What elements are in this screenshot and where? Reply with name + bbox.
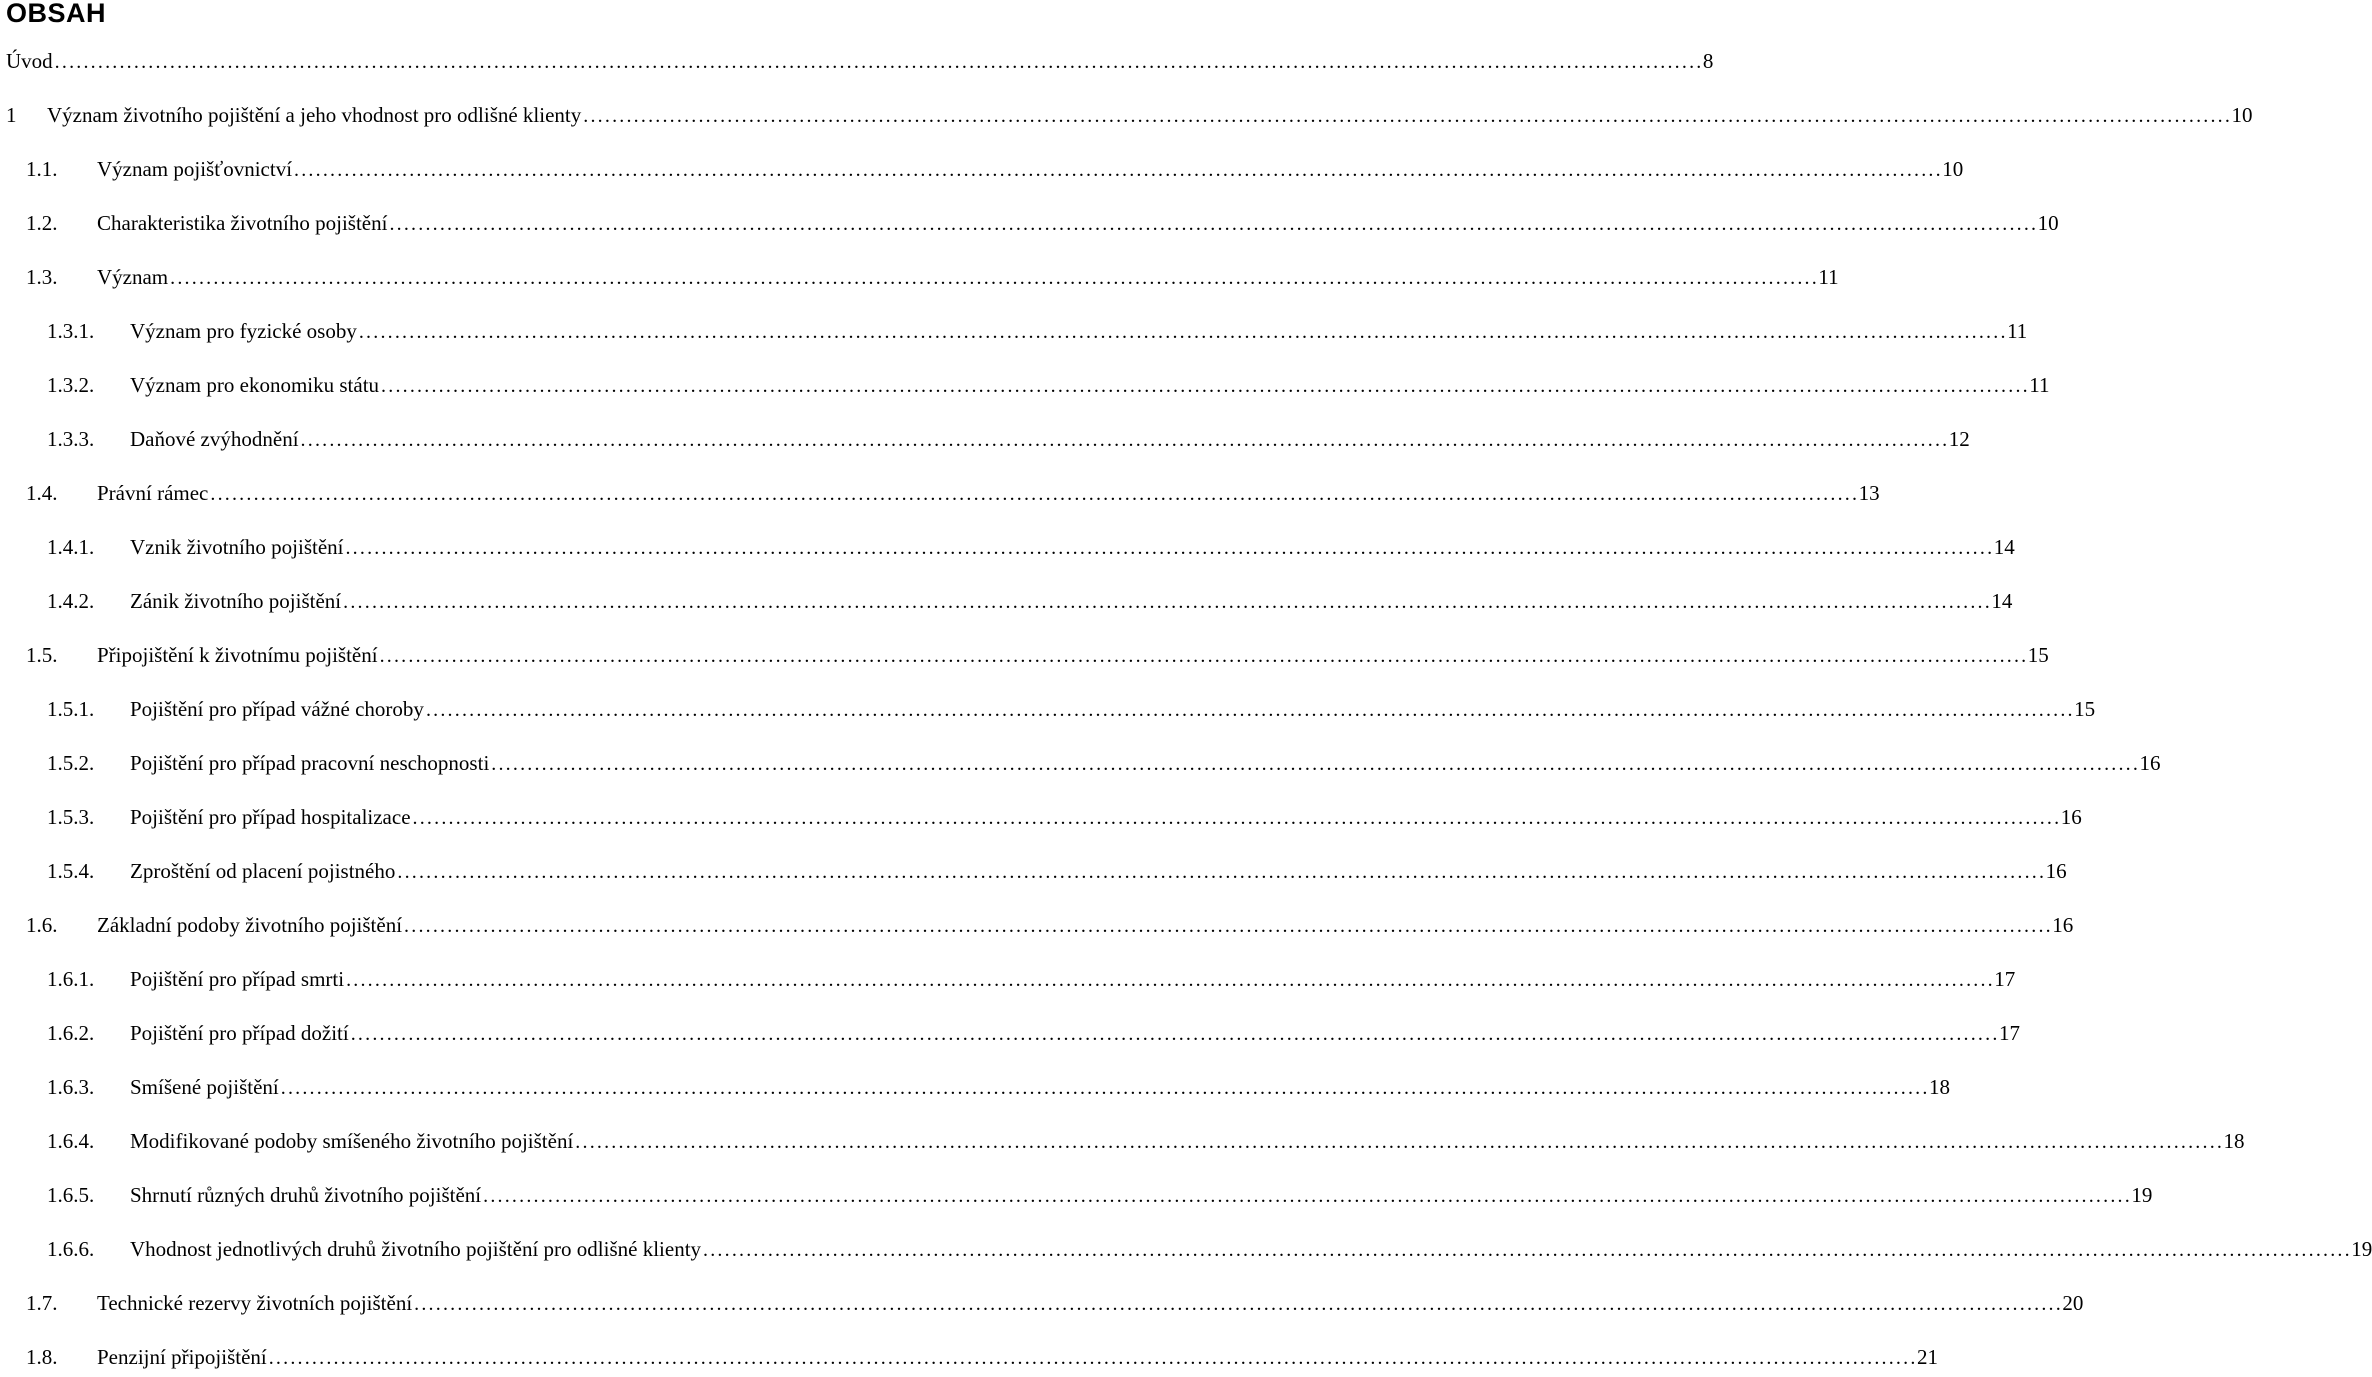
toc-link-1-6-4[interactable] bbox=[130, 1126, 2245, 1157]
toc-entry-title: Základní podoby životního pojištění bbox=[97, 913, 403, 937]
dot-leader bbox=[404, 910, 2049, 941]
toc-entry-number: 1.5. bbox=[26, 643, 58, 667]
toc-entry-page: 11 bbox=[2029, 373, 2050, 397]
toc-entry-page: 11 bbox=[1818, 265, 1839, 289]
toc-entry-number: 1.8. bbox=[26, 1345, 58, 1369]
toc-entry-page: 19 bbox=[2351, 1237, 2372, 1261]
toc-link-1-3[interactable] bbox=[97, 262, 1839, 293]
toc-link-1-6-2[interactable] bbox=[130, 1018, 2020, 1049]
toc-entry-1-3-1 bbox=[0, 316, 2028, 346]
dot-leader bbox=[269, 1342, 1914, 1373]
toc-link-1-2[interactable] bbox=[97, 208, 2059, 239]
toc-entry-page: 8 bbox=[1702, 49, 1714, 73]
toc-entry-page: 21 bbox=[1916, 1345, 1938, 1369]
toc-entry-page: 10 bbox=[2231, 103, 2253, 127]
toc-entry-number: 1.3.3. bbox=[47, 427, 95, 451]
toc-entry-1-5-4 bbox=[0, 856, 2067, 886]
toc-entry-number: 1.2. bbox=[26, 211, 58, 235]
toc-entry-1-3 bbox=[0, 262, 1839, 292]
toc-entry-1-6-3 bbox=[0, 1072, 1950, 1102]
toc-entry-1-6-1 bbox=[0, 964, 2016, 994]
toc-entry-title: Pojištění pro případ vážné choroby bbox=[130, 697, 424, 721]
toc-entry-page: 20 bbox=[2062, 1291, 2084, 1315]
dot-leader bbox=[426, 694, 2071, 725]
toc-entry-1-1 bbox=[0, 154, 1964, 184]
toc-entry-title: Význam pojišťovnictví bbox=[97, 157, 293, 181]
toc-entry-page: 19 bbox=[2131, 1183, 2153, 1207]
toc-entry-title: Smíšené pojištění bbox=[130, 1075, 279, 1099]
dot-leader bbox=[343, 586, 1988, 617]
dot-leader bbox=[294, 154, 1939, 185]
toc-entry-number: 1.6. bbox=[26, 913, 58, 937]
dot-leader bbox=[55, 46, 1700, 77]
toc-entry-number: 1.5.4. bbox=[47, 859, 95, 883]
toc-link-1-5-2[interactable] bbox=[130, 748, 2161, 779]
toc-entry-number: 1.5.1. bbox=[47, 697, 95, 721]
toc-entry-page: 17 bbox=[1994, 967, 2016, 991]
toc-entry-title: Vznik životního pojištění bbox=[130, 535, 344, 559]
dot-leader bbox=[483, 1180, 2128, 1211]
toc-entry-page: 14 bbox=[1991, 589, 2013, 613]
dot-leader bbox=[414, 1288, 2059, 1319]
toc-entry-1-5-3 bbox=[0, 802, 2082, 832]
dot-leader bbox=[380, 640, 2025, 671]
toc-link-1-6-6[interactable] bbox=[130, 1234, 2372, 1265]
toc-entry-title: Shrnutí různých druhů životního pojištění bbox=[130, 1183, 482, 1207]
toc-entry-number: 1.6.2. bbox=[47, 1021, 95, 1045]
toc-link-uvod[interactable] bbox=[6, 46, 1714, 77]
toc-entry-title: Úvod bbox=[6, 49, 53, 73]
toc-entry-title: Pojištění pro případ smrti bbox=[130, 967, 345, 991]
toc-entry-title: Technické rezervy životních pojištění bbox=[97, 1291, 413, 1315]
toc-entry-1-5-1 bbox=[0, 694, 2096, 724]
toc-link-1-4-2[interactable] bbox=[130, 586, 2013, 617]
toc-entry-1-5-2 bbox=[0, 748, 2161, 778]
toc-entry-title: Připojištění k životnímu pojištění bbox=[97, 643, 378, 667]
toc-entry-page: 14 bbox=[1993, 535, 2015, 559]
dot-leader bbox=[413, 802, 2058, 833]
toc-entry-1-3-2 bbox=[0, 370, 2050, 400]
toc-entry-page: 16 bbox=[2052, 913, 2074, 937]
toc-entry-title: Význam pro fyzické osoby bbox=[130, 319, 357, 343]
toc-entry-1-7 bbox=[0, 1288, 2084, 1318]
toc-entry-title: Význam bbox=[97, 265, 169, 289]
toc-entry-page: 16 bbox=[2045, 859, 2067, 883]
toc-link-1-3-3[interactable] bbox=[130, 424, 1970, 455]
toc-entry-number: 1.6.4. bbox=[47, 1129, 95, 1153]
toc-entry-title: Pojištění pro případ dožití bbox=[130, 1021, 349, 1045]
toc-entry-title: Právní rámec bbox=[97, 481, 209, 505]
toc-entry-title: Zánik životního pojištění bbox=[130, 589, 342, 613]
toc-entry-1-6-4 bbox=[0, 1126, 2245, 1156]
toc-entry-page: 17 bbox=[1998, 1021, 2020, 1045]
toc-entry-1-6-5 bbox=[0, 1180, 2153, 1210]
toc-entry-number: 1.6.5. bbox=[47, 1183, 95, 1207]
toc-entry-page: 18 bbox=[2223, 1129, 2245, 1153]
toc-entry-1-3-3 bbox=[0, 424, 1970, 454]
dot-leader bbox=[351, 1018, 1996, 1049]
toc-link-1-5-3[interactable] bbox=[130, 802, 2082, 833]
dot-leader bbox=[281, 1072, 1926, 1103]
toc-entry-title: Pojištění pro případ hospitalizace bbox=[130, 805, 411, 829]
toc-entry-1-2 bbox=[0, 208, 2059, 238]
toc-link-1-5[interactable] bbox=[97, 640, 2049, 671]
toc-link-1-4[interactable] bbox=[97, 478, 1880, 509]
toc-entry-page: 10 bbox=[1942, 157, 1964, 181]
toc-entry-page: 18 bbox=[1928, 1075, 1950, 1099]
toc-entry-number: 1.5.2. bbox=[47, 751, 95, 775]
toc-link-1-7[interactable] bbox=[97, 1288, 2084, 1319]
toc-link-1-6-3[interactable] bbox=[130, 1072, 1950, 1103]
toc-link-1-6-5[interactable] bbox=[130, 1180, 2153, 1211]
toc-entry-page: 10 bbox=[2037, 211, 2059, 235]
dot-leader bbox=[381, 370, 2026, 401]
toc-entry-title: Význam životního pojištění a jeho vhodnost pro odlišné klienty bbox=[47, 103, 582, 127]
dot-leader bbox=[210, 478, 1855, 509]
dot-leader bbox=[397, 856, 2042, 887]
dot-leader bbox=[389, 208, 2034, 239]
toc-entry-1 bbox=[0, 100, 2253, 130]
toc-entry-1-6 bbox=[0, 910, 2074, 940]
toc-entry-1-4-1 bbox=[0, 532, 2015, 562]
toc-entry-number: 1.1. bbox=[26, 157, 58, 181]
toc-link-1-3-1[interactable] bbox=[130, 316, 2028, 347]
toc-entry-1-4-2 bbox=[0, 586, 2013, 616]
toc-link-1-6-1[interactable] bbox=[130, 964, 2016, 995]
toc-entry-number: 1.5.3. bbox=[47, 805, 95, 829]
toc-entry-number: 1.6.6. bbox=[47, 1237, 95, 1261]
toc-heading: OBSAH bbox=[6, 0, 107, 28]
dot-leader bbox=[346, 964, 1991, 995]
toc-entry-number: 1 bbox=[6, 103, 17, 127]
dot-leader bbox=[703, 1234, 2348, 1265]
toc-entry-1-6-2 bbox=[0, 1018, 2020, 1048]
dot-leader bbox=[491, 748, 2136, 779]
toc-entry-title: Zproštění od placení pojistného bbox=[130, 859, 396, 883]
toc-entry-number: 1.6.3. bbox=[47, 1075, 95, 1099]
toc-entry-title: Daňové zvýhodnění bbox=[130, 427, 299, 451]
toc-entry-number: 1.4.2. bbox=[47, 589, 95, 613]
toc-entry-1-6-6 bbox=[0, 1234, 2372, 1264]
toc-entry-page: 15 bbox=[2074, 697, 2096, 721]
toc-entry-1-4 bbox=[0, 478, 1880, 508]
toc-entry-number: 1.3. bbox=[26, 265, 58, 289]
toc-entry-1-8 bbox=[0, 1342, 1938, 1372]
dot-leader bbox=[359, 316, 2004, 347]
toc-entry-page: 12 bbox=[1948, 427, 1970, 451]
dot-leader bbox=[345, 532, 1990, 563]
toc-entry-title: Charakteristika životního pojištění bbox=[97, 211, 388, 235]
toc-entry-page: 16 bbox=[2139, 751, 2161, 775]
toc-entry-page: 16 bbox=[2060, 805, 2082, 829]
dot-leader bbox=[583, 100, 2228, 131]
toc-link-1[interactable] bbox=[47, 100, 2253, 131]
toc-entry-title: Význam pro ekonomiku státu bbox=[130, 373, 380, 397]
toc-entry-1-5 bbox=[0, 640, 2049, 670]
toc-entry-number: 1.7. bbox=[26, 1291, 58, 1315]
toc-entry-uvod bbox=[0, 46, 1714, 76]
dot-leader bbox=[170, 262, 1815, 293]
toc-entry-title: Penzijní připojištění bbox=[97, 1345, 267, 1369]
toc-entry-page: 11 bbox=[2007, 319, 2028, 343]
toc-link-1-6[interactable] bbox=[97, 910, 2074, 941]
dot-leader bbox=[301, 424, 1946, 455]
toc-entry-number: 1.3.1. bbox=[47, 319, 95, 343]
toc-entry-number: 1.4. bbox=[26, 481, 58, 505]
toc-link-1-8[interactable] bbox=[97, 1342, 1938, 1373]
toc-link-1-4-1[interactable] bbox=[130, 532, 2015, 563]
toc-entry-page: 13 bbox=[1858, 481, 1880, 505]
toc-entry-number: 1.3.2. bbox=[47, 373, 95, 397]
toc-entry-title: Vhodnost jednotlivých druhů životního pojištění pro odlišné klienty bbox=[130, 1237, 702, 1261]
dot-leader bbox=[575, 1126, 2220, 1157]
toc-entry-number: 1.6.1. bbox=[47, 967, 95, 991]
toc-entry-number: 1.4.1. bbox=[47, 535, 95, 559]
toc-entry-page: 15 bbox=[2027, 643, 2049, 667]
toc-link-1-5-1[interactable] bbox=[130, 694, 2096, 725]
toc-link-1-5-4[interactable] bbox=[130, 856, 2067, 887]
toc-link-1-1[interactable] bbox=[97, 154, 1964, 185]
toc-entry-title: Modifikované podoby smíšeného životního pojištění bbox=[130, 1129, 574, 1153]
toc-entry-title: Pojištění pro případ pracovní neschopnosti bbox=[130, 751, 490, 775]
toc-link-1-3-2[interactable] bbox=[130, 370, 2050, 401]
